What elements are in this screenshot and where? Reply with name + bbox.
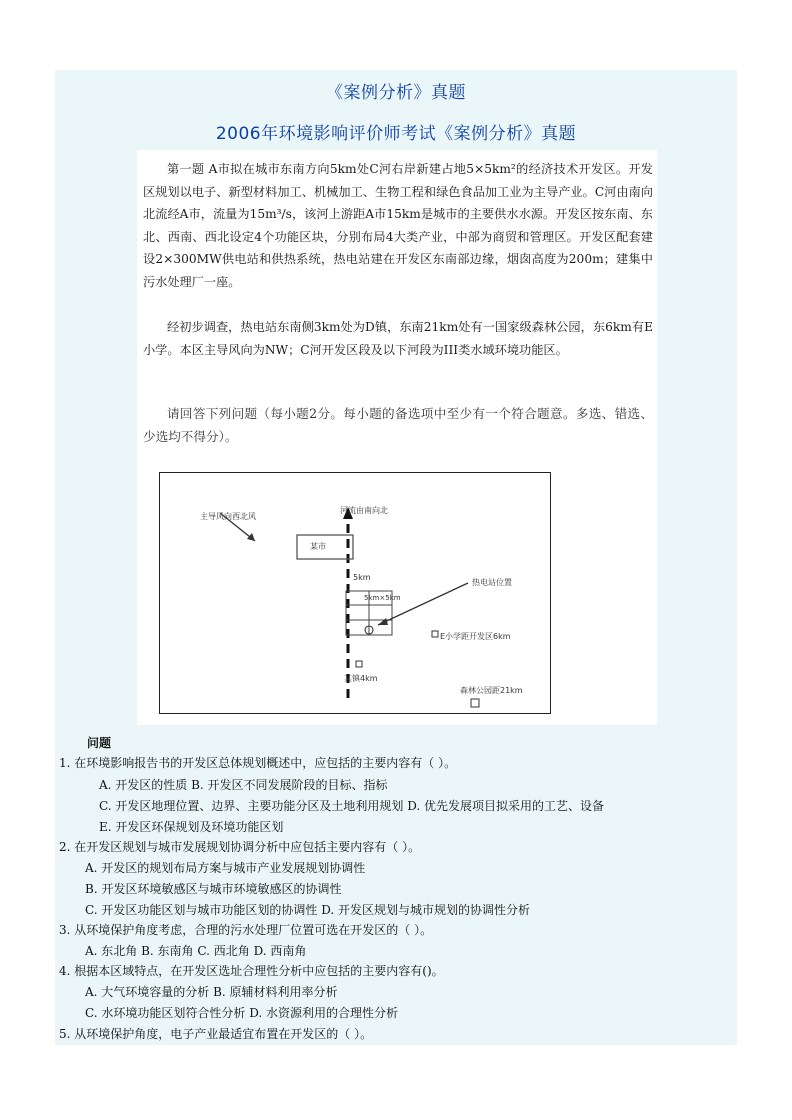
town-marker (356, 661, 362, 667)
question-2: 2. 在开发区规划与城市发展规划协调分析中应包括主要内容有（ ）。 (59, 840, 421, 854)
school-marker (432, 631, 438, 637)
question-3: 3. 从环境保护角度考虑，合理的污水处理厂位置可选在开发区的（ ）。 (59, 923, 433, 937)
passage-paragraph-2: 经初步调查，热电站东南侧3km处为D镇，东南21km处有一国家级森林公园，东6km有E小学。本区主导风向为NW；C河开发区段及以下河段为III类水域环境功能区。 (143, 320, 653, 357)
question-1: 1. 在环境影响报告书的开发区总体规划概述中，应包括的主要内容有（ ）。 (59, 756, 457, 770)
forest-label: 森林公园距21km (460, 686, 523, 695)
distance-5km-label: 5km (353, 573, 371, 582)
question-1-options-ab: A. 开发区的性质 B. 开发区不同发展阶段的目标、指标 (99, 778, 388, 792)
passage-instructions: 请回答下列问题（每小题2分。每小题的备选项中至少有一个符合题意。多选、错选、少选均不得分）。 (143, 406, 653, 444)
wind-arrowhead (247, 533, 255, 541)
question-1-option-e: E. 开发区环保规划及环境功能区划 (99, 820, 284, 834)
power-plant-label: 热电站位置 (472, 578, 512, 587)
question-2-option-b: B. 开发区环境敏感区与城市环境敏感区的协调性 (85, 882, 342, 896)
scanned-passage (137, 150, 657, 725)
city-label: 某市 (310, 542, 326, 551)
site-diagram (159, 472, 551, 714)
question-4-options-ab: A. 大气环境容量的分析 B. 原辅材料利用率分析 (85, 985, 338, 999)
zone-size-label: 5km×5km (364, 594, 401, 602)
question-4-options-cd: C. 水环境功能区划符合性分析 D. 水资源利用的合理性分析 (85, 1006, 399, 1020)
forest-marker (471, 699, 479, 707)
passage-paragraph-1: 第一题 A市拟在城市东南方向5km处C河右岸新建占地5×5km²的经济技术开发区。开发区规划以电子、新型材料加工、机械加工、生物工程和绿色食品加工业为主导产业。C河由南向北流经A市，流量为15m³/s，该河上游距A市15km是城市的主要供水水源。开发区按东南、东北、西南、西北设定4个功能区块，分别布局4大类产业，中部为商贸和管理区。开发区配套建设2×300MW供电站和供热系统，热电站建在开发区东南部边缘，烟囱高度为200m；建集中污水处理厂一座。 (143, 162, 653, 289)
plant-pointer-arrowhead (378, 618, 388, 625)
town-label: 某镇4km (344, 674, 378, 683)
questions-heading: 问题 (87, 736, 112, 750)
page-subtitle: 2006年环境影响评价师考试《案例分析》真题 (215, 124, 577, 144)
page-title: 《案例分析》真题 (326, 83, 466, 103)
question-2-options-cd: C. 开发区功能区划与城市功能区划的协调性 D. 开发区规划与城市规划的协调性分析 (85, 903, 531, 917)
river-label: 河流由南向北 (340, 506, 388, 515)
question-2-option-a: A. 开发区的规划布局方案与城市产业发展规划协调性 (85, 861, 366, 875)
question-1-options-cd: C. 开发区地理位置、边界、主要功能分区及土地利用规划 D. 优先发展项目拟采用的工艺、设备 (99, 799, 605, 813)
school-label: E小学距开发区6km (440, 632, 511, 641)
question-5: 5. 从环境保护角度，电子产业最适宜布置在开发区的（ ）。 (59, 1027, 373, 1041)
question-4: 4. 根据本区域特点，在开发区选址合理性分析中应包括的主要内容有()。 (59, 964, 444, 978)
question-3-options: A. 东北角 B. 东南角 C. 西北角 D. 西南角 (85, 944, 307, 958)
wind-label: 主导风向西北风 (200, 512, 256, 521)
